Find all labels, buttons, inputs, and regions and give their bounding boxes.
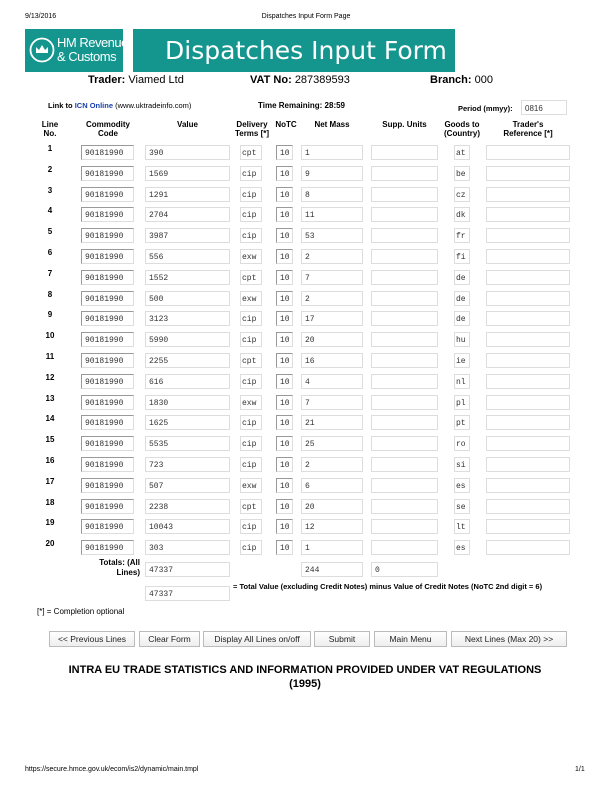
line-number: 1 bbox=[47, 144, 53, 153]
line-number: 8 bbox=[47, 289, 53, 299]
link-suffix: (www.uktradeinfo.com) bbox=[115, 101, 192, 110]
net-mass-field[interactable]: 11 bbox=[301, 207, 363, 222]
supp-units-field[interactable] bbox=[371, 519, 438, 534]
country-field[interactable]: dk bbox=[454, 207, 470, 222]
net-mass-field[interactable]: 53 bbox=[301, 228, 363, 243]
previous-lines-button[interactable]: << Previous Lines bbox=[49, 631, 135, 647]
commodity-code-field[interactable]: 90181990 bbox=[81, 415, 134, 430]
line-number: 2 bbox=[47, 164, 53, 174]
notc-field[interactable]: 10 bbox=[276, 311, 293, 326]
country-field[interactable]: be bbox=[454, 166, 470, 181]
trader-reference-field[interactable] bbox=[486, 332, 570, 347]
commodity-code-field[interactable]: 90181990 bbox=[81, 478, 134, 493]
col-ref: Trader's Reference [*] bbox=[503, 120, 553, 138]
total-net-mass-field[interactable]: 244 bbox=[301, 562, 363, 577]
next-lines-button[interactable]: Next Lines (Max 20) >> bbox=[451, 631, 567, 647]
supp-units-field[interactable] bbox=[371, 374, 438, 389]
value-field[interactable]: 3123 bbox=[145, 311, 230, 326]
value-field[interactable]: 723 bbox=[145, 457, 230, 472]
notc-field[interactable]: 10 bbox=[276, 249, 293, 264]
commodity-code-field[interactable]: 90181990 bbox=[81, 207, 134, 222]
print-url: https://secure.hmce.gov.uk/ecom/is2/dynamic/main.tmpl bbox=[25, 766, 199, 773]
notc-field[interactable]: 10 bbox=[276, 415, 293, 430]
delivery-terms-field[interactable]: cip bbox=[240, 207, 262, 222]
commodity-code-field[interactable]: 90181990 bbox=[81, 249, 134, 264]
line-number: 19 bbox=[45, 518, 55, 528]
net-mass-field[interactable]: 12 bbox=[301, 519, 363, 534]
line-number: 11 bbox=[45, 352, 55, 361]
footer-heading: INTRA EU TRADE STATISTICS AND INFORMATION PROVIDED UNDER VAT REGULATIONS (1995) bbox=[68, 664, 542, 690]
col-commodity: Commodity Code bbox=[86, 120, 130, 138]
value-field[interactable]: 390 bbox=[145, 145, 230, 160]
country-field[interactable]: de bbox=[454, 270, 470, 285]
supp-units-field[interactable] bbox=[371, 499, 438, 514]
value-field[interactable]: 10043 bbox=[145, 519, 230, 534]
value-field[interactable]: 616 bbox=[145, 374, 230, 389]
delivery-terms-field[interactable]: cip bbox=[240, 374, 262, 389]
value-field[interactable]: 1569 bbox=[145, 166, 230, 181]
line-number: 4 bbox=[47, 206, 53, 216]
trader-info bbox=[88, 74, 184, 86]
net-mass-field[interactable]: 17 bbox=[301, 311, 363, 326]
total-supp-units-field[interactable]: 0 bbox=[371, 562, 438, 577]
line-number: 5 bbox=[47, 227, 53, 237]
notc-field[interactable]: 10 bbox=[276, 353, 293, 368]
net-mass-field[interactable]: 1 bbox=[301, 540, 363, 555]
trader-reference-field[interactable] bbox=[486, 311, 570, 326]
country-field[interactable]: de bbox=[454, 291, 470, 306]
trader-reference-field[interactable] bbox=[486, 353, 570, 368]
commodity-code-field[interactable]: 90181990 bbox=[81, 436, 134, 451]
delivery-terms-field[interactable]: exw bbox=[240, 395, 262, 410]
supp-units-field[interactable] bbox=[371, 187, 438, 202]
notc-field[interactable]: 10 bbox=[276, 499, 293, 514]
net-mass-field[interactable]: 7 bbox=[301, 395, 363, 410]
net-mass-field[interactable]: 2 bbox=[301, 291, 363, 306]
col-delivery: Delivery Terms [*] bbox=[234, 120, 270, 138]
trader-reference-field[interactable] bbox=[486, 478, 570, 493]
notc-field[interactable]: 10 bbox=[276, 166, 293, 181]
commodity-code-field[interactable]: 90181990 bbox=[81, 499, 134, 514]
trader-reference-field[interactable] bbox=[486, 187, 570, 202]
delivery-terms-field[interactable]: cpt bbox=[240, 145, 262, 160]
value-field[interactable]: 303 bbox=[145, 540, 230, 555]
trader-reference-field[interactable] bbox=[486, 499, 570, 514]
banner-title: Dispatches Input Form bbox=[133, 29, 455, 72]
line-number: 16 bbox=[45, 456, 55, 465]
line-number: 6 bbox=[47, 248, 53, 257]
delivery-terms-field[interactable]: exw bbox=[240, 478, 262, 493]
country-field[interactable]: de bbox=[454, 311, 470, 326]
supp-units-field[interactable] bbox=[371, 145, 438, 160]
commodity-code-field[interactable]: 90181990 bbox=[81, 145, 134, 160]
net-mass-field[interactable]: 8 bbox=[301, 187, 363, 202]
supp-units-field[interactable] bbox=[371, 291, 438, 306]
notc-field[interactable]: 10 bbox=[276, 291, 293, 306]
delivery-terms-field[interactable]: cip bbox=[240, 415, 262, 430]
trader-reference-field[interactable] bbox=[486, 207, 570, 222]
value-field[interactable]: 1830 bbox=[145, 395, 230, 410]
notc-field[interactable]: 10 bbox=[276, 457, 293, 472]
print-date: 9/13/2016 bbox=[25, 13, 57, 20]
supp-units-field[interactable] bbox=[371, 436, 438, 451]
commodity-code-field[interactable]: 90181990 bbox=[81, 332, 134, 347]
notc-field[interactable]: 10 bbox=[276, 145, 293, 160]
trader-reference-field[interactable] bbox=[486, 519, 570, 534]
commodity-code-field[interactable]: 90181990 bbox=[81, 395, 134, 410]
time-value: 28:59 bbox=[324, 101, 346, 110]
net-mass-field[interactable]: 1 bbox=[301, 145, 363, 160]
delivery-terms-field[interactable]: cip bbox=[240, 540, 262, 555]
net-mass-field[interactable]: 2 bbox=[301, 249, 363, 264]
supp-units-field[interactable] bbox=[371, 249, 438, 264]
country-field[interactable]: pl bbox=[454, 395, 470, 410]
notc-field[interactable]: 10 bbox=[276, 540, 293, 555]
vat-value: 287389593 bbox=[294, 74, 350, 86]
country-field[interactable]: es bbox=[454, 540, 470, 555]
value-field[interactable]: 2255 bbox=[145, 353, 230, 368]
commodity-code-field[interactable]: 90181990 bbox=[81, 270, 134, 285]
country-field[interactable]: pt bbox=[454, 415, 470, 430]
delivery-terms-field[interactable]: cip bbox=[240, 166, 262, 181]
trader-label: Trader: bbox=[88, 74, 126, 86]
delivery-terms-field[interactable]: cip bbox=[240, 311, 262, 326]
delivery-terms-field[interactable]: exw bbox=[240, 249, 262, 264]
notc-field[interactable]: 10 bbox=[276, 478, 293, 493]
trader-reference-field[interactable] bbox=[486, 436, 570, 451]
supp-units-field[interactable] bbox=[371, 332, 438, 347]
time-remaining bbox=[258, 101, 345, 110]
line-number: 7 bbox=[47, 268, 53, 278]
line-number: 17 bbox=[45, 476, 55, 486]
delivery-terms-field[interactable]: cip bbox=[240, 187, 262, 202]
trader-value: Viamed Ltd bbox=[128, 74, 184, 86]
net-mass-field[interactable]: 4 bbox=[301, 374, 363, 389]
submit-button[interactable]: Submit bbox=[314, 631, 370, 647]
delivery-terms-field[interactable]: cip bbox=[240, 457, 262, 472]
supp-units-field[interactable] bbox=[371, 207, 438, 222]
line-number: 3 bbox=[47, 185, 53, 195]
notc-field[interactable]: 10 bbox=[276, 187, 293, 202]
commodity-code-field[interactable]: 90181990 bbox=[81, 374, 134, 389]
branch-label: Branch: bbox=[430, 74, 472, 86]
commodity-code-field[interactable]: 90181990 bbox=[81, 311, 134, 326]
supp-units-field[interactable] bbox=[371, 395, 438, 410]
net-mass-field[interactable]: 20 bbox=[301, 499, 363, 514]
supp-units-field[interactable] bbox=[371, 166, 438, 181]
value-field[interactable]: 5535 bbox=[145, 436, 230, 451]
total-value-field[interactable]: 47337 bbox=[145, 562, 230, 577]
trader-reference-field[interactable] bbox=[486, 270, 570, 285]
trader-reference-field[interactable] bbox=[486, 145, 570, 160]
value-field[interactable]: 500 bbox=[145, 291, 230, 306]
country-field[interactable]: se bbox=[454, 499, 470, 514]
col-supp: Supp. Units bbox=[382, 120, 427, 129]
line-number: 13 bbox=[45, 393, 55, 403]
net-value-field[interactable]: 47337 bbox=[145, 586, 230, 601]
country-field[interactable]: cz bbox=[454, 187, 470, 202]
notc-field[interactable]: 10 bbox=[276, 395, 293, 410]
supp-units-field[interactable] bbox=[371, 478, 438, 493]
delivery-terms-field[interactable]: cpt bbox=[240, 353, 262, 368]
trader-reference-field[interactable] bbox=[486, 457, 570, 472]
value-field[interactable]: 507 bbox=[145, 478, 230, 493]
country-field[interactable]: ie bbox=[454, 353, 470, 368]
supp-units-field[interactable] bbox=[371, 311, 438, 326]
icn-link-line bbox=[48, 101, 191, 110]
country-field[interactable]: si bbox=[454, 457, 470, 472]
country-field[interactable]: nl bbox=[454, 374, 470, 389]
country-field[interactable]: lt bbox=[454, 519, 470, 534]
notc-field[interactable]: 10 bbox=[276, 374, 293, 389]
country-field[interactable]: ro bbox=[454, 436, 470, 451]
notc-field[interactable]: 10 bbox=[276, 207, 293, 222]
supp-units-field[interactable] bbox=[371, 228, 438, 243]
time-label: Time Remaining: bbox=[258, 101, 323, 110]
line-number: 20 bbox=[45, 539, 55, 549]
line-number: 12 bbox=[45, 372, 55, 382]
notc-field[interactable]: 10 bbox=[276, 519, 293, 534]
delivery-terms-field[interactable]: exw bbox=[240, 291, 262, 306]
col-value: Value bbox=[177, 120, 198, 129]
commodity-code-field[interactable]: 90181990 bbox=[81, 540, 134, 555]
value-field[interactable]: 3987 bbox=[145, 228, 230, 243]
net-mass-field[interactable]: 6 bbox=[301, 478, 363, 493]
col-line: Line No. bbox=[41, 120, 59, 138]
clear-form-button[interactable]: Clear Form bbox=[139, 631, 200, 647]
country-field[interactable]: hu bbox=[454, 332, 470, 347]
line-number: 14 bbox=[45, 414, 55, 424]
commodity-code-field[interactable]: 90181990 bbox=[81, 187, 134, 202]
branch-value: 000 bbox=[474, 74, 493, 86]
value-field[interactable]: 5990 bbox=[145, 332, 230, 347]
trader-reference-field[interactable] bbox=[486, 249, 570, 264]
net-mass-field[interactable]: 7 bbox=[301, 270, 363, 285]
country-field[interactable]: fr bbox=[454, 228, 470, 243]
supp-units-field[interactable] bbox=[371, 270, 438, 285]
logo-line2: & Customs bbox=[57, 49, 117, 64]
line-number: 18 bbox=[45, 497, 55, 507]
delivery-terms-field[interactable]: cip bbox=[240, 332, 262, 347]
trader-reference-field[interactable] bbox=[486, 228, 570, 243]
net-mass-field[interactable]: 2 bbox=[301, 457, 363, 472]
country-field[interactable]: at bbox=[454, 145, 470, 160]
value-field[interactable]: 2704 bbox=[145, 207, 230, 222]
totals-label: Totals: (All Lines) bbox=[99, 558, 140, 577]
net-mass-field[interactable]: 20 bbox=[301, 332, 363, 347]
supp-units-field[interactable] bbox=[371, 457, 438, 472]
col-notc: NoTC bbox=[275, 120, 297, 129]
value-field[interactable]: 1291 bbox=[145, 187, 230, 202]
line-number: 10 bbox=[45, 331, 55, 341]
icn-online-link[interactable]: ICN Online bbox=[74, 101, 114, 110]
notc-field[interactable]: 10 bbox=[276, 270, 293, 285]
net-mass-field[interactable]: 16 bbox=[301, 353, 363, 368]
supp-units-field[interactable] bbox=[371, 540, 438, 555]
net-value-note: = Total Value (excluding Credit Notes) minus Value of Credit Notes (NoTC 2nd digit = 6) bbox=[233, 582, 543, 591]
print-title: Dispatches Input Form Page bbox=[261, 13, 351, 20]
col-netmass: Net Mass bbox=[314, 120, 350, 129]
country-field[interactable]: es bbox=[454, 478, 470, 493]
commodity-code-field[interactable]: 90181990 bbox=[81, 166, 134, 181]
net-mass-field[interactable]: 21 bbox=[301, 415, 363, 430]
trader-reference-field[interactable] bbox=[486, 415, 570, 430]
value-field[interactable]: 2238 bbox=[145, 499, 230, 514]
completion-optional-note: [*] = Completion optional bbox=[37, 607, 125, 616]
trader-reference-field[interactable] bbox=[486, 291, 570, 306]
net-mass-field[interactable]: 25 bbox=[301, 436, 363, 451]
notc-field[interactable]: 10 bbox=[276, 228, 293, 243]
commodity-code-field[interactable]: 90181990 bbox=[81, 457, 134, 472]
logo-line1: HM Revenue bbox=[57, 35, 128, 50]
link-prefix: Link to bbox=[48, 101, 73, 110]
col-goods: Goods to (Country) bbox=[444, 120, 480, 138]
vat-info bbox=[250, 74, 350, 86]
supp-units-field[interactable] bbox=[371, 415, 438, 430]
commodity-code-field[interactable]: 90181990 bbox=[81, 519, 134, 534]
value-field[interactable]: 556 bbox=[145, 249, 230, 264]
delivery-terms-field[interactable]: cpt bbox=[240, 499, 262, 514]
period-label: Period (mmyy): bbox=[458, 104, 513, 113]
value-field[interactable]: 1552 bbox=[145, 270, 230, 285]
branch-info bbox=[430, 74, 493, 86]
period-input[interactable]: 0816 bbox=[521, 100, 567, 115]
trader-reference-field[interactable] bbox=[486, 166, 570, 181]
net-mass-field[interactable]: 9 bbox=[301, 166, 363, 181]
trader-reference-field[interactable] bbox=[486, 374, 570, 389]
trader-reference-field[interactable] bbox=[486, 540, 570, 555]
commodity-code-field[interactable]: 90181990 bbox=[81, 353, 134, 368]
value-field[interactable]: 1625 bbox=[145, 415, 230, 430]
commodity-code-field[interactable]: 90181990 bbox=[81, 228, 134, 243]
display-all-lines-button[interactable]: Display All Lines on/off bbox=[203, 631, 311, 647]
supp-units-field[interactable] bbox=[371, 353, 438, 368]
main-menu-button[interactable]: Main Menu bbox=[374, 631, 447, 647]
crown-crest-icon bbox=[29, 37, 55, 63]
country-field[interactable]: fi bbox=[454, 249, 470, 264]
line-number: 15 bbox=[45, 435, 55, 445]
hmrc-logo bbox=[25, 29, 128, 72]
vat-label: VAT No: bbox=[250, 74, 292, 86]
delivery-terms-field[interactable]: cip bbox=[240, 228, 262, 243]
delivery-terms-field[interactable]: cip bbox=[240, 519, 262, 534]
line-number: 9 bbox=[47, 310, 53, 320]
commodity-code-field[interactable]: 90181990 bbox=[81, 291, 134, 306]
notc-field[interactable]: 10 bbox=[276, 332, 293, 347]
delivery-terms-field[interactable]: cip bbox=[240, 436, 262, 451]
print-page: 1/1 bbox=[575, 766, 585, 773]
notc-field[interactable]: 10 bbox=[276, 436, 293, 451]
delivery-terms-field[interactable]: cpt bbox=[240, 270, 262, 285]
trader-reference-field[interactable] bbox=[486, 395, 570, 410]
